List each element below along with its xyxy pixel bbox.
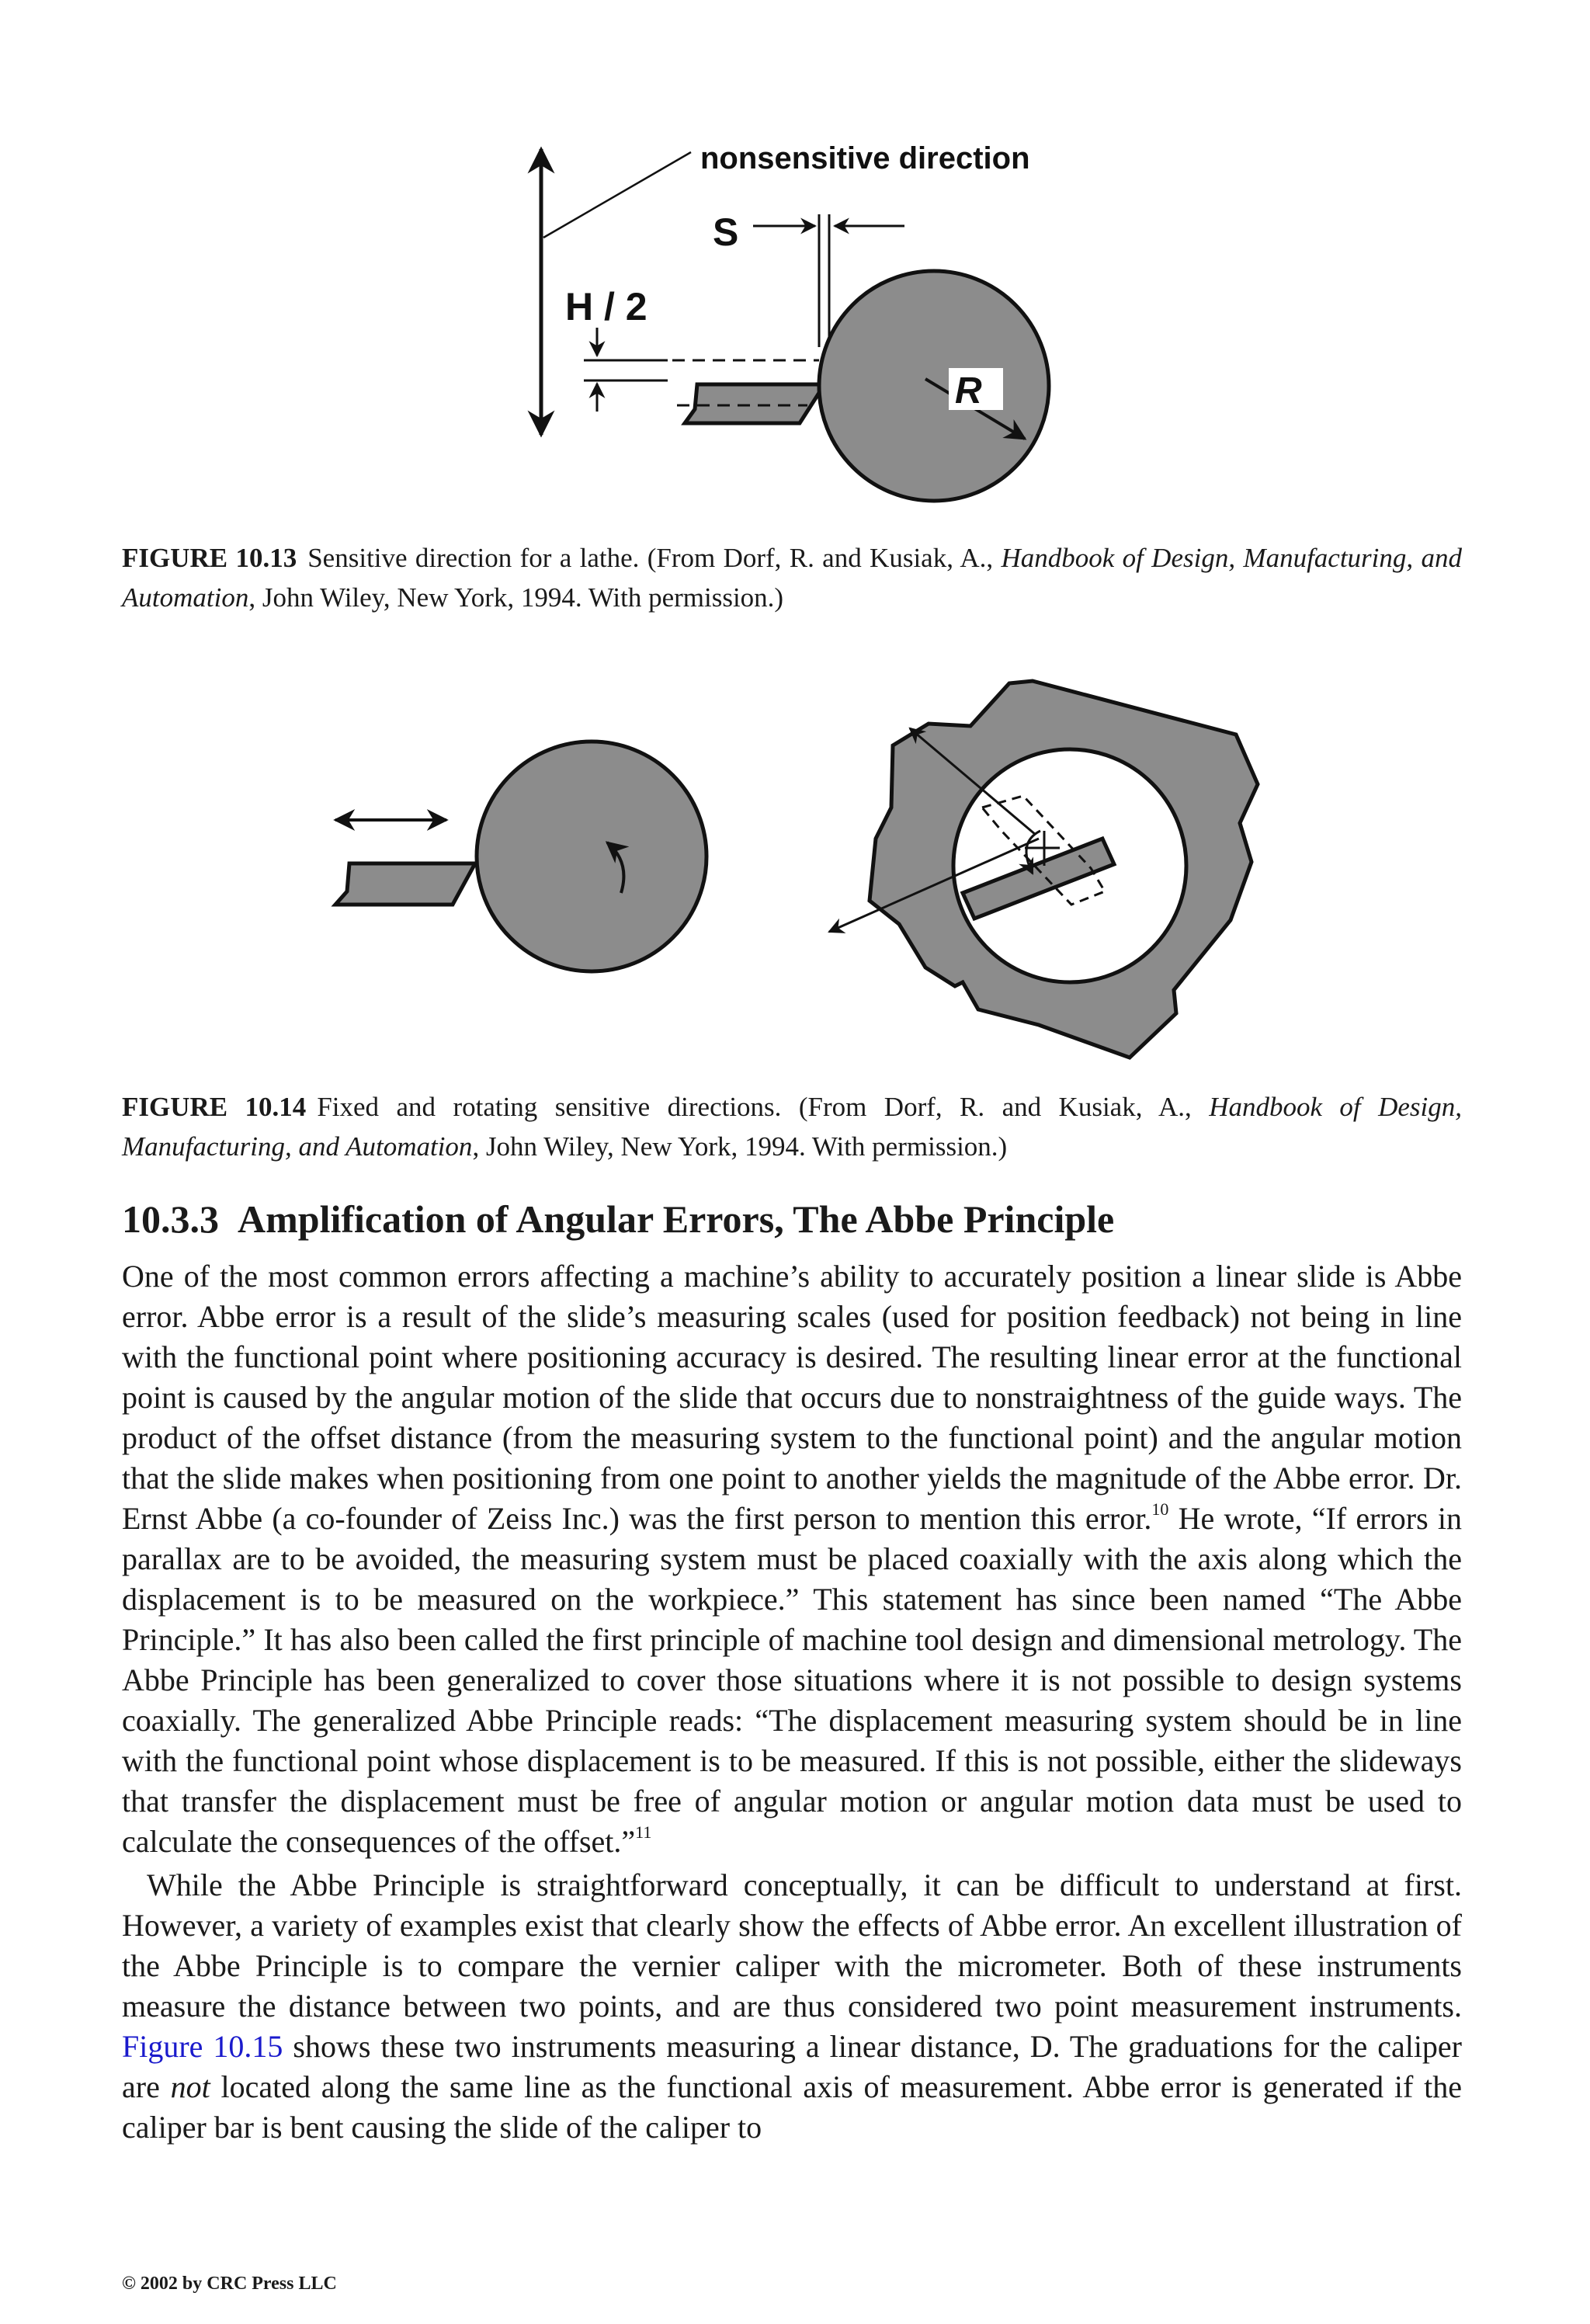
caption-text: Sensitive direction for a lathe. (From Dorf, R. and Kusiak, A.,	[307, 543, 1002, 573]
paragraph-2	[122, 1865, 1462, 2148]
body-text	[122, 1256, 1462, 2148]
s-label: S	[713, 210, 739, 254]
reference-superscript: 10	[1151, 1499, 1169, 1519]
radius-label: R	[955, 370, 982, 412]
emphasis: not	[170, 2069, 210, 2104]
nonsensitive-leader-line	[543, 152, 691, 238]
caption-text: , John Wiley, New York, 1994. With permission.)	[248, 582, 784, 613]
figure-10-15-link[interactable]: Figure 10.15	[122, 2029, 283, 2064]
cutting-tool	[685, 384, 825, 423]
figure-label: FIGURE 10.14	[122, 1092, 307, 1122]
caption-text: Fixed and rotating sensitive directions. (From Dorf, R. and Kusiak, A.,	[317, 1092, 1210, 1122]
paragraph-text: While the Abbe Principle is straightforward conceptually, it can be difficult to understand at first. However, a variety of examples exist that clearly show the effects of Abbe error. An excellent illustration of the Abbe Principle is to compare the vernier caliper with the micrometer. Both of these instruments measure the distance between two points, and are thus considered two point measurement instruments.	[122, 1867, 1462, 2024]
reference-superscript: 11	[635, 1822, 652, 1842]
figure-10-14-caption	[122, 1087, 1462, 1166]
fixed-tool	[335, 863, 475, 905]
paragraph-text: One of the most common errors affecting a machine’s ability to accurately position a linear slide is Abbe error. Abbe error is a result of the slide’s measuring scales (used for position feedback) not being in line with the functional point where positioning accuracy is desired. The resulting linear error at the functional point is caused by the angular motion of the slide that occurs due to nonstraightness of the guide ways. The product of the offset distance (from the measuring system to the functional point) and the angular motion that the slide makes when positioning from one point to another yields the magnitude of the Abbe error. Dr. Ernst Abbe (a co-founder of Zeiss Inc.) was the first person to mention this error.	[122, 1259, 1462, 1536]
paragraph-text: shows these two instruments measuring a linear distance, D. The graduations for the caliper are	[122, 2029, 1463, 2104]
paragraph-text: He wrote, “If errors in parallax are to be avoided, the measuring system must be placed coaxially with the axis along which the displacement is to be measured on the workpiece.” This statement has since been named “The Abbe Principle.” It has also been called the first principle of machine tool design and dimensional metrology. The Abbe Principle has been generalized to cover those situations where it is not possible to design systems coaxially. The generalized Abbe Principle reads: “The displacement measuring system should be in line with the functional point whose displacement is to be measured. If this is not possible, either the slideways that transfer the displacement must be free of angular motion or angular motion data must be used to calculate the consequences of the offset.”	[122, 1501, 1462, 1859]
fixed-workpiece	[477, 742, 706, 971]
figure-10-13	[466, 116, 1087, 520]
figure-10-13-caption	[122, 538, 1462, 617]
h2-label: H / 2	[565, 285, 647, 328]
paragraph-1	[122, 1256, 1462, 1862]
book-title: Handbook of Design, Manufacturing, and Automation	[122, 1092, 1462, 1162]
section-heading	[122, 1192, 1462, 1246]
section-number: 10.3.3	[122, 1197, 219, 1241]
copyright-footer: © 2002 by CRC Press LLC	[122, 2274, 337, 2294]
figure-10-14	[311, 668, 1289, 1072]
nonsensitive-direction-label: nonsensitive direction	[700, 141, 1030, 175]
caption-text: , John Wiley, New York, 1994. With permission.)	[472, 1131, 1008, 1162]
workpiece-circle	[819, 271, 1049, 501]
paragraph-text: located along the same line as the functional axis of measurement. Abbe error is generated if the caliper bar is bent causing the slide of the caliper to	[122, 2069, 1462, 2145]
section-title: Amplification of Angular Errors, The Abbe Principle	[238, 1197, 1115, 1241]
book-title: Handbook of Design, Manufacturing, and Automation	[122, 543, 1462, 613]
figure-label: FIGURE 10.13	[122, 543, 297, 573]
